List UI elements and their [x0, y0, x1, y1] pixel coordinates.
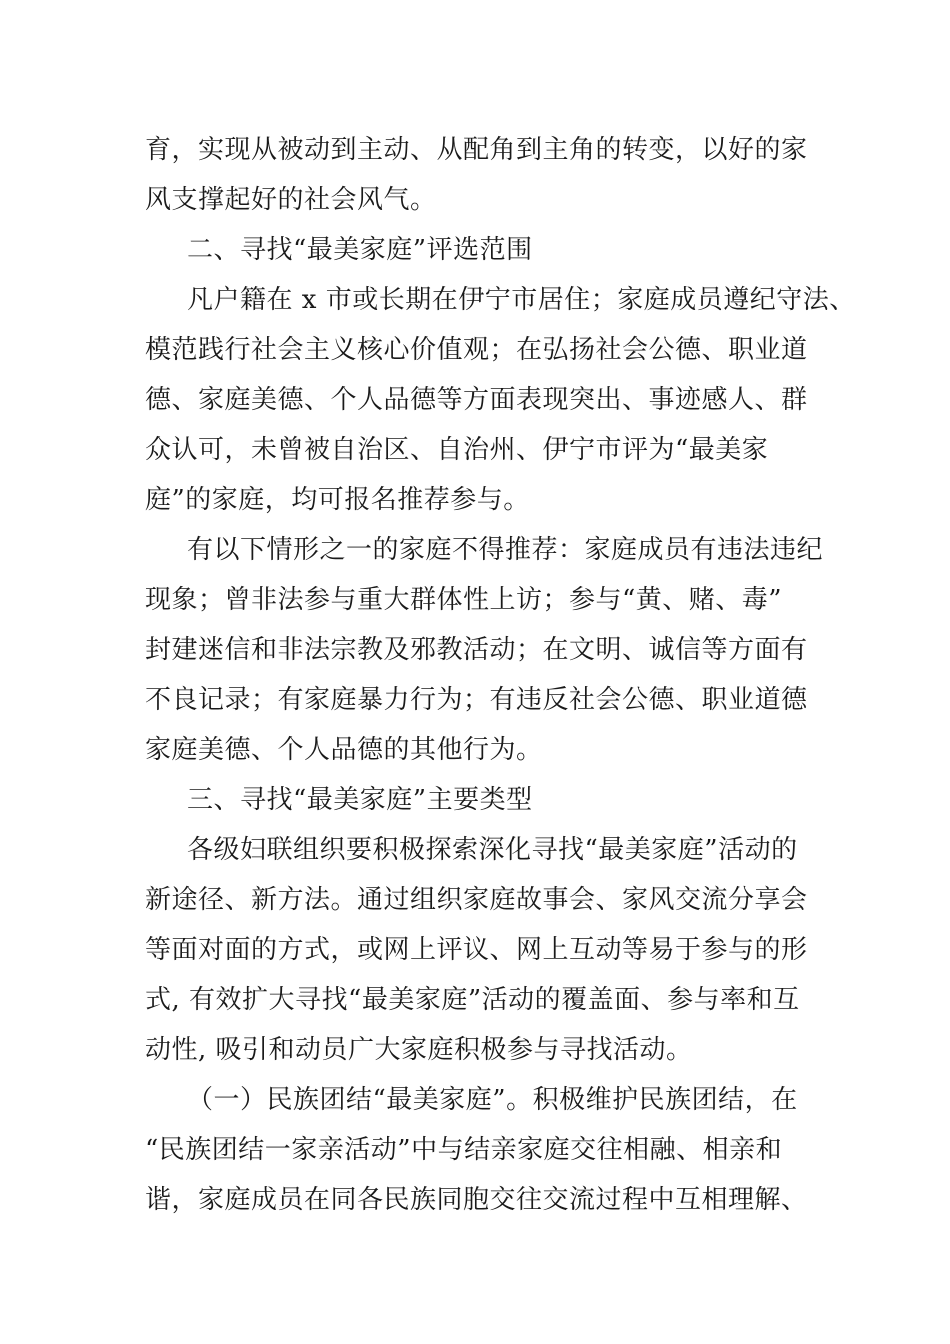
text-line: “民族团结一家亲活动”中与结亲家庭交往相融、相亲和 — [145, 1135, 783, 1165]
text-line: 动性, 吸引和动员广大家庭积极参与寻找活动。 — [145, 1035, 693, 1065]
text-line: 等面对面的方式，或网上评议、网上互动等易于参与的形 — [145, 935, 808, 965]
text-line: 风支撑起好的社会风气。 — [145, 185, 437, 215]
text-line: 现象；曾非法参与重大群体性上访；参与“黄、赌、毒” — [145, 585, 783, 615]
subsection-heading: （一）民族团结“最美家庭”。积极维护民族团结，在 — [187, 1085, 798, 1115]
section-heading: 三、寻找“最美家庭”主要类型 — [187, 785, 533, 815]
text-line: 新途径、新方法。通过组织家庭故事会、家风交流分享会 — [145, 885, 808, 915]
text-line: 封建迷信和非法宗教及邪教活动；在文明、诚信等方面有 — [145, 635, 808, 665]
text-line: 家庭美德、个人品德的其他行为。 — [145, 735, 543, 765]
text-line: 庭”的家庭，均可报名推荐参与。 — [145, 485, 530, 515]
text-line: 不良记录；有家庭暴力行为；有违反社会公德、职业道德 — [145, 685, 808, 715]
text-line: 凡户籍在 x 市或长期在伊宁市居住；家庭成员遵纪守法、 — [187, 285, 856, 315]
section-heading: 二、寻找“最美家庭”评选范围 — [187, 235, 533, 265]
text-line: 德、家庭美德、个人品德等方面表现突出、事迹感人、群 — [145, 385, 808, 415]
text-line: 模范践行社会主义核心价值观；在弘扬社会公德、职业道 — [145, 335, 808, 365]
text-line: 各级妇联组织要积极探索深化寻找“最美家庭”活动的 — [187, 835, 798, 865]
text-line: 式, 有效扩大寻找“最美家庭”活动的覆盖面、参与率和互 — [145, 985, 800, 1015]
text-line: 有以下情形之一的家庭不得推荐：家庭成员有违法违纪 — [187, 535, 824, 565]
text-line: 众认可，未曾被自治区、自治州、伊宁市评为“最美家 — [145, 435, 769, 465]
text-line: 谐，家庭成员在同各民族同胞交往交流过程中互相理解、 — [145, 1185, 808, 1215]
text-line: 育，实现从被动到主动、从配角到主角的转变，以好的家 — [145, 135, 808, 165]
